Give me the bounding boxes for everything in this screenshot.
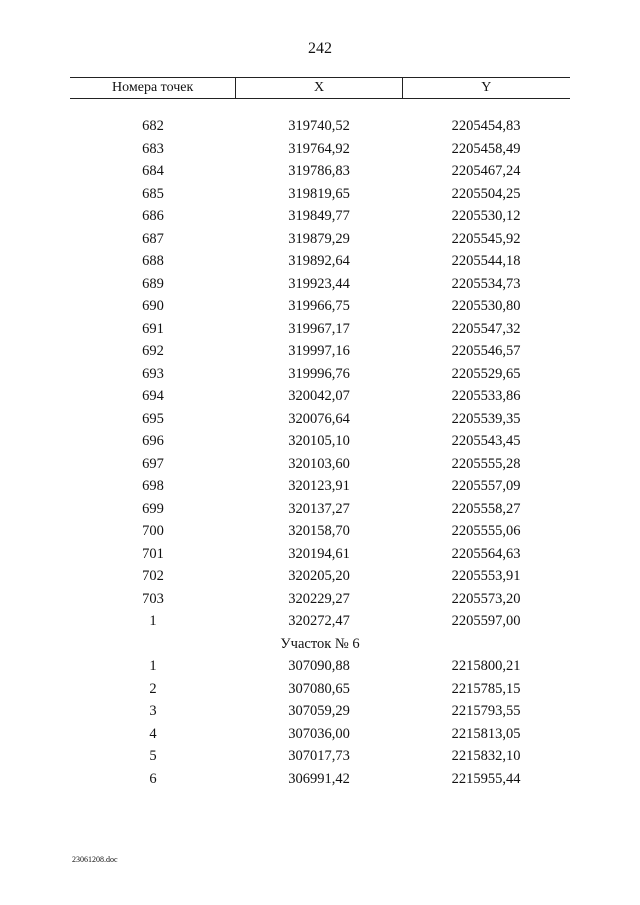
y-coordinate-cell: 2205597,00 <box>451 613 521 629</box>
table-row <box>70 228 570 251</box>
table-row <box>70 745 570 768</box>
y-coordinate-cell: 2205530,12 <box>451 208 521 224</box>
point-number-cell: 4 <box>149 725 157 742</box>
table-row <box>70 273 570 296</box>
point-number-cell: 2 <box>149 680 157 697</box>
table-row <box>70 498 570 521</box>
y-coordinate-cell: 2205543,45 <box>451 433 521 449</box>
x-coordinate-cell: 320076,64 <box>288 410 350 427</box>
x-coordinate-cell: 306991,42 <box>288 770 350 787</box>
point-number-cell: 5 <box>149 748 157 764</box>
table-row <box>70 430 570 453</box>
table-row <box>70 363 570 386</box>
y-coordinate-cell: 2205529,65 <box>451 365 521 382</box>
table-row <box>70 453 570 476</box>
y-coordinate-cell: 2205564,63 <box>451 545 521 562</box>
point-number-cell: 691 <box>142 320 164 337</box>
point-number-cell: 697 <box>142 455 164 472</box>
table-row <box>70 655 570 678</box>
point-number-cell: 699 <box>142 500 164 517</box>
y-coordinate-cell: 2205555,06 <box>451 523 521 539</box>
x-coordinate-cell: 319740,52 <box>288 118 350 134</box>
x-coordinate-cell: 319849,77 <box>288 208 350 224</box>
table-row <box>70 408 570 431</box>
x-coordinate-cell: 307080,65 <box>288 680 350 697</box>
point-number-cell: 685 <box>142 185 164 202</box>
x-coordinate-cell: 320158,70 <box>288 523 350 539</box>
table-header <box>70 77 570 99</box>
x-coordinate-cell: 319819,65 <box>288 185 350 202</box>
y-coordinate-cell: 2205547,32 <box>451 320 521 337</box>
point-number-cell: 1 <box>149 658 157 674</box>
table-row <box>70 160 570 183</box>
y-coordinate-cell: 2205530,80 <box>451 298 521 314</box>
table-row <box>70 183 570 206</box>
y-coordinate-cell: 2215955,44 <box>451 770 521 787</box>
header-point-number: Номера точек <box>112 80 194 95</box>
y-coordinate-cell: 2215813,05 <box>451 725 521 742</box>
x-coordinate-cell: 319967,17 <box>288 320 350 337</box>
table-row <box>70 700 570 723</box>
footer-filename: 23061208.doc <box>72 855 118 864</box>
x-coordinate-cell: 319997,16 <box>288 343 350 359</box>
point-number-cell: 690 <box>142 298 164 314</box>
table-row <box>70 340 570 363</box>
y-coordinate-cell: 2215800,21 <box>451 658 521 674</box>
x-coordinate-cell: 319892,64 <box>288 253 350 269</box>
point-number-cell: 698 <box>142 478 164 494</box>
table-row <box>70 295 570 318</box>
point-number-cell: 703 <box>142 590 164 607</box>
point-number-cell: 696 <box>142 433 164 449</box>
header-x: X <box>235 78 401 98</box>
x-coordinate-cell: 319764,92 <box>288 140 350 157</box>
x-coordinate-cell: 307017,73 <box>288 748 350 764</box>
header-y: Y <box>402 78 570 98</box>
table-row <box>70 138 570 161</box>
point-number-cell: 701 <box>142 545 164 562</box>
y-coordinate-cell: 2215785,15 <box>451 680 521 697</box>
point-number-cell: 694 <box>142 388 164 404</box>
point-number-cell: 692 <box>142 343 164 359</box>
table-row <box>70 678 570 701</box>
table-row <box>70 610 570 633</box>
table-row <box>70 475 570 498</box>
y-coordinate-cell: 2205539,35 <box>451 410 521 427</box>
x-coordinate-cell: 307036,00 <box>288 725 350 742</box>
table-row <box>70 318 570 341</box>
point-number-cell: 683 <box>142 140 164 157</box>
table-row <box>70 768 570 791</box>
table-row <box>70 250 570 273</box>
x-coordinate-cell: 320137,27 <box>288 500 350 517</box>
point-number-cell: 684 <box>142 163 164 179</box>
x-coordinate-cell: 320042,07 <box>288 388 350 404</box>
table-row <box>70 520 570 543</box>
y-coordinate-cell: 2205533,86 <box>451 388 521 404</box>
x-coordinate-cell: 320103,60 <box>288 455 350 472</box>
table-body <box>70 115 570 790</box>
y-coordinate-cell: 2205558,27 <box>451 500 521 517</box>
x-coordinate-cell: 319966,75 <box>288 298 350 314</box>
point-number-cell: 693 <box>142 365 164 382</box>
point-number-cell: 3 <box>149 703 157 719</box>
x-coordinate-cell: 320229,27 <box>288 590 350 607</box>
y-coordinate-cell: 2205454,83 <box>451 118 521 134</box>
y-coordinate-cell: 2205458,49 <box>451 140 521 157</box>
x-coordinate-cell: 319879,29 <box>288 230 350 247</box>
x-coordinate-cell: 320194,61 <box>288 545 350 562</box>
point-number-cell: 695 <box>142 410 164 427</box>
point-number-cell: 686 <box>142 208 164 224</box>
x-coordinate-cell: 320205,20 <box>288 568 350 584</box>
x-coordinate-cell: 319786,83 <box>288 163 350 179</box>
section-title: Участок № 6 <box>280 635 360 652</box>
point-number-cell: 1 <box>149 613 157 629</box>
x-coordinate-cell: 320272,47 <box>288 613 350 629</box>
point-number-cell: 6 <box>149 770 157 787</box>
table-row <box>70 588 570 611</box>
table-row <box>70 205 570 228</box>
y-coordinate-cell: 2205573,20 <box>451 590 521 607</box>
x-coordinate-cell: 307090,88 <box>288 658 350 674</box>
x-coordinate-cell: 307059,29 <box>288 703 350 719</box>
y-coordinate-cell: 2205553,91 <box>451 568 521 584</box>
table-row <box>70 723 570 746</box>
x-coordinate-cell: 320123,91 <box>288 478 350 494</box>
coordinates-table <box>70 77 570 790</box>
table-row <box>70 543 570 566</box>
point-number-cell: 689 <box>142 275 164 292</box>
x-coordinate-cell: 319923,44 <box>288 275 350 292</box>
table-row <box>70 115 570 138</box>
page-number: 242 <box>308 40 332 57</box>
point-number-cell: 700 <box>142 523 164 539</box>
y-coordinate-cell: 2205555,28 <box>451 455 521 472</box>
y-coordinate-cell: 2215793,55 <box>451 703 521 719</box>
y-coordinate-cell: 2205504,25 <box>451 185 521 202</box>
point-number-cell: 687 <box>142 230 164 247</box>
y-coordinate-cell: 2205534,73 <box>451 275 521 292</box>
point-number-cell: 682 <box>142 118 164 134</box>
y-coordinate-cell: 2205557,09 <box>451 478 521 494</box>
y-coordinate-cell: 2205544,18 <box>451 253 521 269</box>
x-coordinate-cell: 320105,10 <box>288 433 350 449</box>
x-coordinate-cell: 319996,76 <box>288 365 350 382</box>
point-number-cell: 688 <box>142 253 164 269</box>
table-row <box>70 385 570 408</box>
y-coordinate-cell: 2205467,24 <box>451 163 521 179</box>
y-coordinate-cell: 2205546,57 <box>451 343 521 359</box>
point-number-cell: 702 <box>142 568 164 584</box>
y-coordinate-cell: 2215832,10 <box>451 748 521 764</box>
table-row <box>70 565 570 588</box>
y-coordinate-cell: 2205545,92 <box>451 230 521 247</box>
